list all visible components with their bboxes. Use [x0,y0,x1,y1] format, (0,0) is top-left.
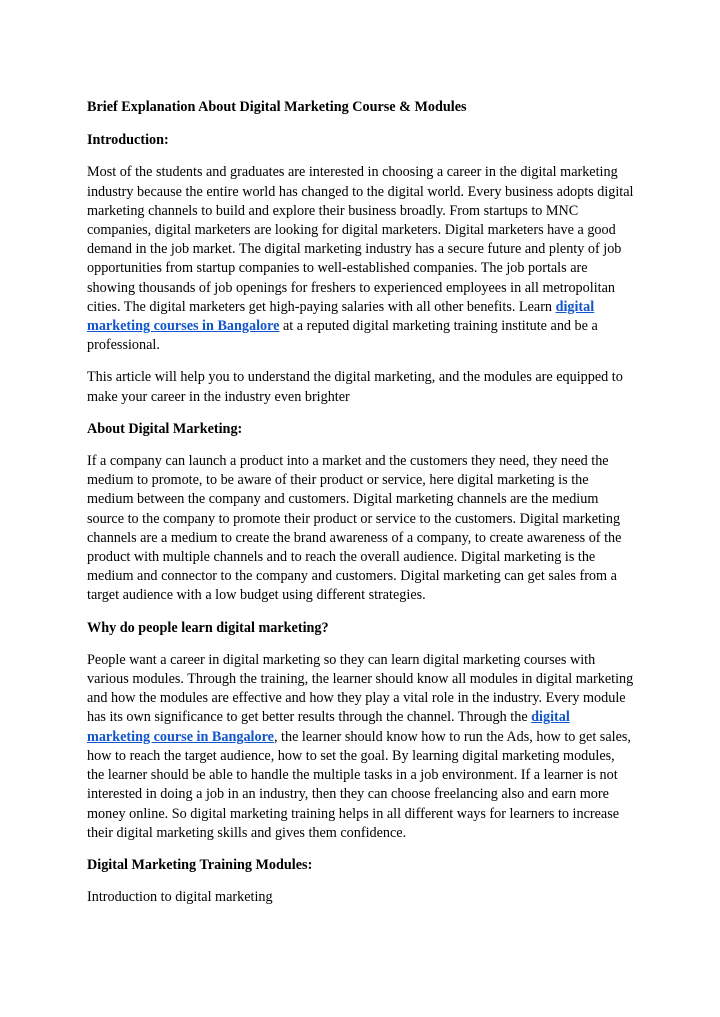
about-paragraph: If a company can launch a product into a market and the customers they need, they need the medium to promote, to be aware of their product or service, here digital marketing is the medium between the company and customers. Digital marketing channels are the medium source to the company to promote their product or service to the customers. Digital marketing channels are a medium to create the brand awareness of a company, to create awareness of the product with multiple channels and to reach the overall audience. Digital marketing is the medium and connector to the company and customers. Digital marketing can get sales from a target audience with a low budget using different strategies. [87,453,622,604]
introduction-heading: Introduction: [87,132,169,149]
why-text-after-link: , the learner should know how to run the Ads, how to get sales, how to reach the target audience, how to set the goal. By learning digital marketing modules, the learner should be able to handle the multiple tasks in a job environment. If a learner is not interested in doing a job in an industry, then they can choose freelancing also and earn more money online. So digital marketing training helps in all different ways for learners to increase their digital marketing skills and gives them confidence. [87,728,631,841]
why-text-before-link: People want a career in digital marketing so they can learn digital marketing courses with various modules. Through the training, the learner should know all modules in digital marketing and how the modules are effective and how they play a vital role in the industry. Every module has its own significance to get better results through the channel. Through the [87,651,634,726]
article-purpose-paragraph: This article will help you to understand the digital marketing, and the modules are equipped to make your career in the industry even brighter [87,369,623,405]
introduction-paragraph [87,163,635,355]
introduction-text-before-link: Most of the students and graduates are interested in choosing a career in the digital marketing industry because the entire world has changed to the digital world. Every business adopts digital marketing channels to build and explore their business broadly. From startups to MNC companies, digital marketers are looking for digital marketers. Digital marketers have a good demand in the job market. The digital marketing industry has a secure future and plenty of job opportunities from startup companies to well-established companies. The job portals are showing thousands of job openings for freshers to experienced employees in all metropolitan cities. The digital marketers get high-paying salaries with all other benefits. Learn [87,164,634,315]
why-heading: Why do people learn digital marketing? [87,619,329,636]
document-title: Brief Explanation About Digital Marketing Course & Modules [87,99,467,115]
document-page [87,98,635,907]
about-heading: About Digital Marketing: [87,420,243,437]
introduction-text-after-link: at a reputed digital marketing training institute and be a professional. [87,318,598,354]
digital-marketing-courses-link[interactable]: digital marketing courses in Bangalore [87,298,595,335]
digital-marketing-course-link[interactable]: digital marketing course in Bangalore [87,709,570,745]
modules-heading: Digital Marketing Training Modules: [87,856,313,873]
module-item: Introduction to digital marketing [87,889,273,906]
why-paragraph [87,651,635,843]
